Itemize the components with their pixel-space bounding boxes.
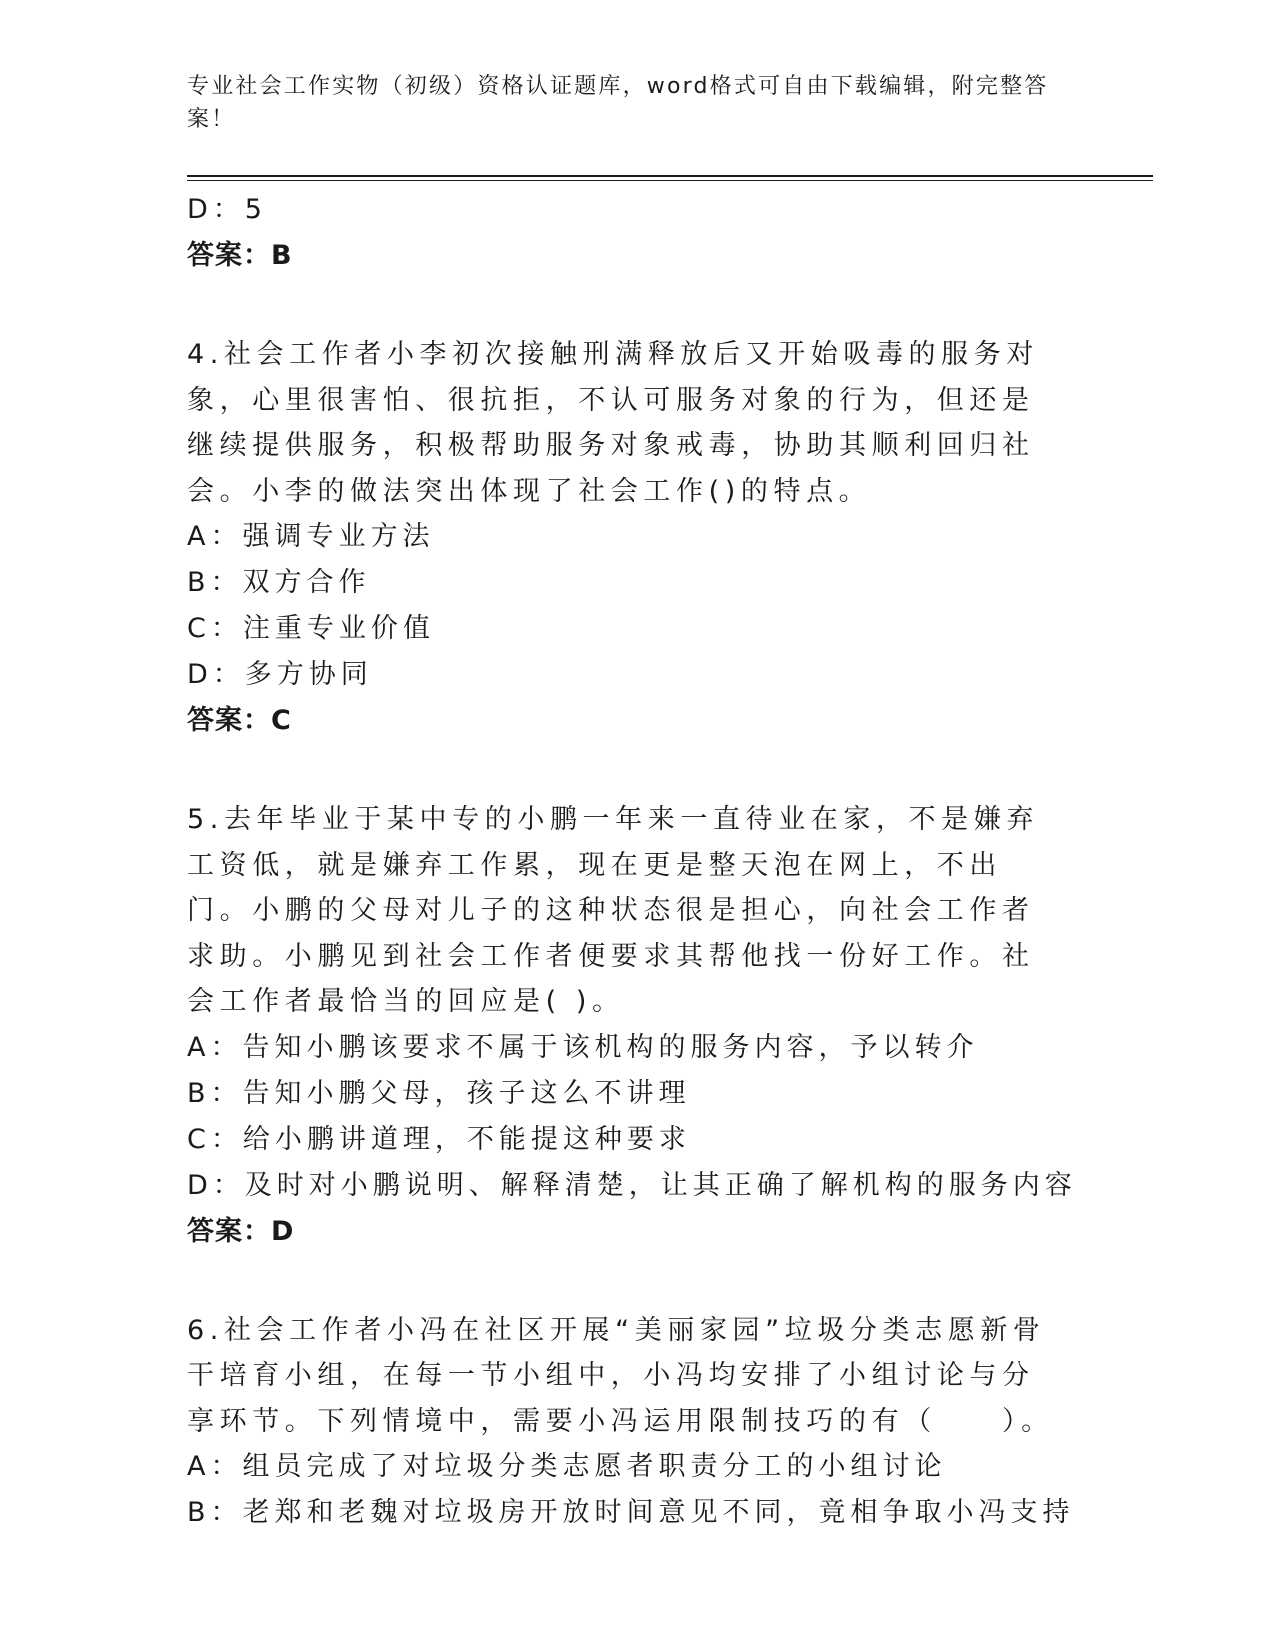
- question-5: [187, 797, 1077, 1255]
- option-a: A：告知小鹏该要求不属于该机构的服务内容，予以转介: [187, 1031, 979, 1063]
- question-content: [187, 187, 1077, 1536]
- header-divider: [187, 175, 1153, 177]
- option-c: C：注重专业价值: [187, 613, 435, 644]
- question-3: [187, 187, 1067, 279]
- option-d: D：5: [187, 194, 267, 225]
- question-text: 4.社会工作者小李初次接触刑满释放后又开始吸毒的服务对象，心里很害怕、很抗拒，不认可服务对象的行为，但还是继续提供服务，积极帮助服务对象戒毒，协助其顺利回归社会。小李的做法突出体现了社会工作()的特点。: [187, 339, 1039, 507]
- answer: 答案：D: [187, 1215, 295, 1247]
- option-d: D：及时对小鹏说明、解释清楚，让其正确了解机构的服务内容: [187, 1169, 1077, 1201]
- option-c: C：给小鹏讲道理，不能提这种要求: [187, 1123, 691, 1155]
- page-header: 专业社会工作实物（初级）资格认证题库，word格式可自由下载编辑，附完整答案！: [187, 74, 1049, 132]
- option-b: B：双方合作: [187, 567, 371, 598]
- header-divider-thin: [187, 180, 1153, 181]
- option-b: B：老郑和老魏对垃圾房开放时间意见不同，竟相争取小冯支持: [187, 1497, 1075, 1528]
- option-b: B：告知小鹏父母，孩子这么不讲理: [187, 1077, 691, 1109]
- option-d: D：多方协同: [187, 659, 373, 690]
- answer: 答案：C: [187, 705, 292, 736]
- answer: 答案：B: [187, 240, 293, 271]
- question-6: [187, 1308, 1075, 1537]
- option-a: A：强调专业方法: [187, 521, 435, 552]
- question-text: 5.去年毕业于某中专的小鹏一年来一直待业在家，不是嫌弃工资低，就是嫌弃工作累，现在更是整天泡在网上，不出门。小鹏的父母对儿子的这种状态很是担心，向社会工作者求助。小鹏见到社会工作者便要求其帮他找一份好工作。社会工作者最恰当的回应是( )。: [187, 804, 1039, 1017]
- question-text: 6.社会工作者小冯在社区开展“美丽家园”垃圾分类志愿新骨干培育小组，在每一节小组中，小冯均安排了小组讨论与分享环节。下列情境中，需要小冯运用限制技巧的有（ ）。: [187, 1314, 1054, 1437]
- option-a: A：组员完成了对垃圾分类志愿者职责分工的小组讨论: [187, 1451, 947, 1482]
- question-4: [187, 332, 1067, 744]
